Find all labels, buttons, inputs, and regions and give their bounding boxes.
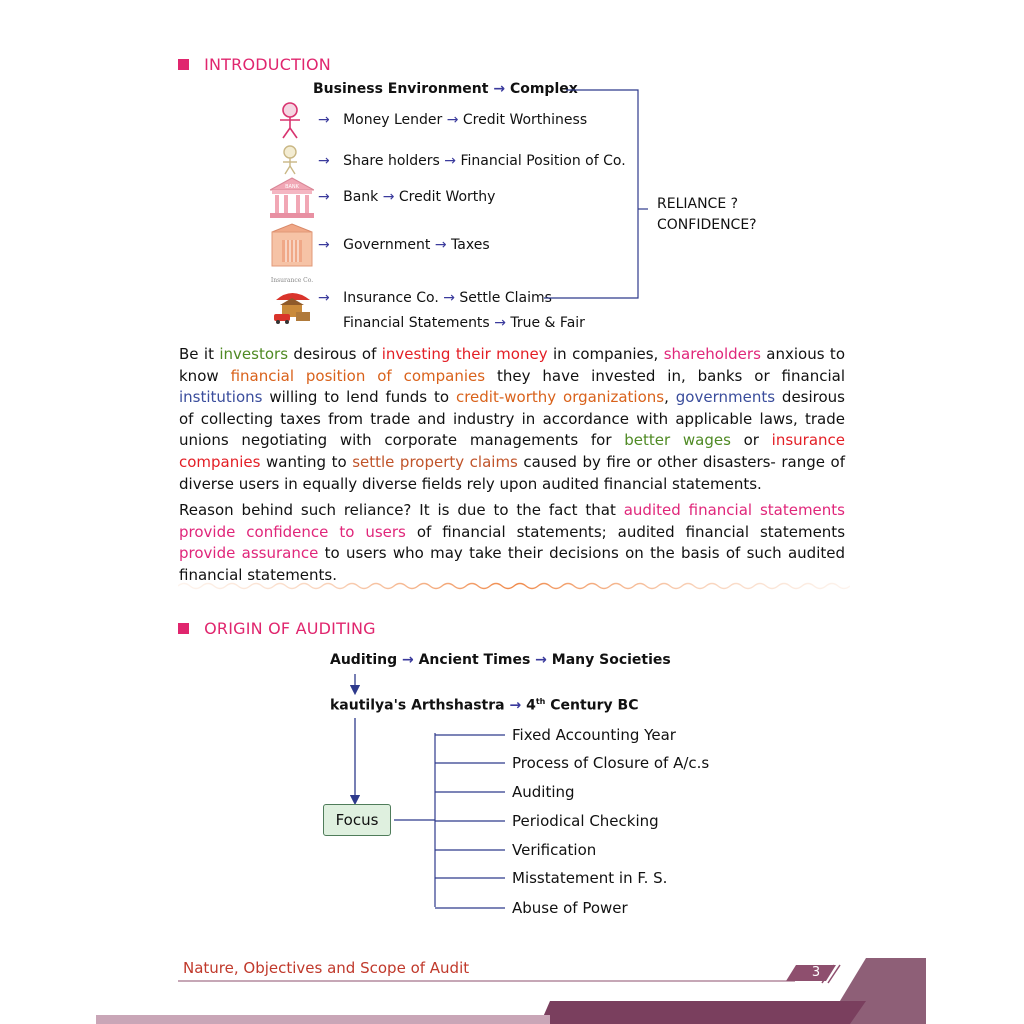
chapter-title: Nature, Objectives and Scope of Audit xyxy=(183,959,470,977)
highlighted-phrase: shareholders xyxy=(663,345,761,363)
government-icon xyxy=(272,224,312,266)
focus-label: Focus xyxy=(335,811,379,829)
highlighted-phrase: investors xyxy=(219,345,289,363)
intro-row-right: Settle Claims xyxy=(459,290,552,306)
origin-term: Century BC xyxy=(550,697,639,714)
intro-row-left: Share holders xyxy=(343,153,440,169)
focus-branch-item: Periodical Checking xyxy=(512,812,659,830)
highlighted-phrase: better wages xyxy=(624,431,731,450)
origin-term: kautilya's Arthshastra xyxy=(330,697,505,714)
paragraph-text: of financial statements; audited financial statements xyxy=(405,522,846,541)
century-suffix: th xyxy=(535,697,546,706)
paragraph-text: they have invested in, banks or financial xyxy=(485,366,845,385)
origin-tree-diagram xyxy=(340,670,520,920)
focus-box xyxy=(323,804,391,836)
intro-row-right: Taxes xyxy=(451,237,490,253)
paragraph-text: willing to lend funds to xyxy=(262,388,456,407)
paragraph-text: to users who may take their decisions on the basis of such audited financial statements. xyxy=(179,544,845,584)
arrow-icon: → xyxy=(494,315,506,331)
section-bullet-icon xyxy=(178,59,189,70)
footer-band xyxy=(0,955,1024,1024)
origin-section-header xyxy=(178,619,376,638)
arrow-icon: → xyxy=(509,697,522,714)
focus-branch-item: Fixed Accounting Year xyxy=(512,726,676,744)
intro-row-right: True & Fair xyxy=(510,315,585,331)
intro-row-right: Financial Position of Co. xyxy=(460,153,626,169)
intro-row xyxy=(318,189,495,205)
arrow-icon: → xyxy=(444,153,457,169)
highlighted-phrase: credit-worthy organizations xyxy=(455,388,665,407)
intro-row-left: Insurance Co. xyxy=(343,290,439,306)
arrow-icon: → xyxy=(382,189,395,205)
arrow-icon: → xyxy=(535,652,547,668)
confidence-text: CONFIDENCE? xyxy=(657,217,757,233)
highlighted-phrase: audited financial statements provide confidence to users xyxy=(179,501,845,541)
intro-heading xyxy=(313,81,578,97)
intro-footer-row xyxy=(343,315,585,331)
section-bullet-icon xyxy=(178,623,189,634)
arrow-icon: → xyxy=(318,237,330,253)
highlighted-phrase: insurance companies xyxy=(179,431,846,471)
bank-icon xyxy=(270,178,314,218)
arrow-icon: → xyxy=(318,153,330,169)
highlighted-phrase: financial position of companies xyxy=(230,366,486,385)
arrow-icon: → xyxy=(318,290,330,306)
focus-branch-item: Verification xyxy=(512,841,597,859)
insurance-icon xyxy=(274,293,310,324)
intro-row-right: Credit Worthiness xyxy=(462,112,588,128)
paragraph-text: Reason behind such reliance? It is due to the fact that xyxy=(179,501,624,519)
arrow-icon: → xyxy=(318,112,330,128)
paragraph-text: in companies, xyxy=(547,345,664,363)
shareholder-icon xyxy=(283,146,297,174)
intro-row-left: Money Lender xyxy=(343,112,443,128)
intro-heading-left: Business Environment xyxy=(313,81,489,97)
intro-title: INTRODUCTION xyxy=(204,55,331,74)
origin-term: Ancient Times xyxy=(418,652,531,668)
focus-branch-item: Misstatement in F. S. xyxy=(512,869,668,887)
page-number: 3 xyxy=(811,965,821,980)
money-lender-icon xyxy=(280,103,300,138)
highlighted-phrase: provide assurance xyxy=(179,544,319,563)
intro-paragraph-1 xyxy=(179,344,845,495)
highlighted-phrase: institutions xyxy=(179,388,263,407)
paragraph-text: desirous of collecting taxes from trade and industry in accordance with applicable laws, trade unions negotiating with corporate managements for xyxy=(179,388,845,450)
intro-row-left: Bank xyxy=(343,189,379,205)
focus-branch-item: Auditing xyxy=(512,783,575,801)
intro-row xyxy=(318,237,490,253)
paragraph-text: wanting to xyxy=(260,452,353,471)
focus-branch-item: Process of Closure of A/c.s xyxy=(512,754,710,772)
origin-title: ORIGIN OF AUDITING xyxy=(204,619,376,638)
arrow-icon: → xyxy=(493,81,506,97)
svg-text:BANK: BANK xyxy=(285,184,299,190)
paragraph-text: caused by fire or other disasters- range of diverse users in equally diverse fields rely upon audited financial statements. xyxy=(179,452,845,493)
intro-row xyxy=(318,290,552,306)
arrow-icon: → xyxy=(446,112,459,128)
intro-row-right: Credit Worthy xyxy=(398,189,496,205)
paragraph-text: desirous of xyxy=(288,345,382,363)
arrow-icon: → xyxy=(434,237,447,253)
paragraph-text: or xyxy=(730,431,772,450)
origin-line-1 xyxy=(330,652,671,668)
intro-row-left: Government xyxy=(343,237,431,253)
arrow-icon: → xyxy=(318,189,330,205)
stakeholder-icons xyxy=(270,100,314,332)
intro-section-header xyxy=(178,55,331,74)
arrow-icon: → xyxy=(401,652,414,668)
highlighted-phrase: governments xyxy=(675,388,776,407)
focus-branch-item: Abuse of Power xyxy=(512,899,628,917)
intro-row-left: Financial Statements xyxy=(343,315,490,331)
reliance-bracket xyxy=(540,85,650,305)
highlighted-phrase: settle property claims xyxy=(352,452,518,471)
paragraph-text: anxious to know xyxy=(179,345,845,385)
insurance-caption: Insurance Co. xyxy=(270,277,314,284)
paragraph-text: Be it xyxy=(179,345,220,363)
intro-heading-right: Complex xyxy=(509,81,578,97)
reliance-note xyxy=(657,194,757,236)
origin-term: Auditing xyxy=(330,652,398,668)
highlighted-phrase: investing their money xyxy=(381,345,548,363)
wavy-divider xyxy=(178,576,850,596)
paragraph-text: , xyxy=(664,388,676,407)
reliance-text: RELIANCE ? xyxy=(657,196,739,212)
intro-paragraph-2 xyxy=(179,500,845,586)
century-number: 4 xyxy=(526,697,536,714)
arrow-icon: → xyxy=(443,290,455,306)
origin-term: Many Societies xyxy=(551,652,671,668)
